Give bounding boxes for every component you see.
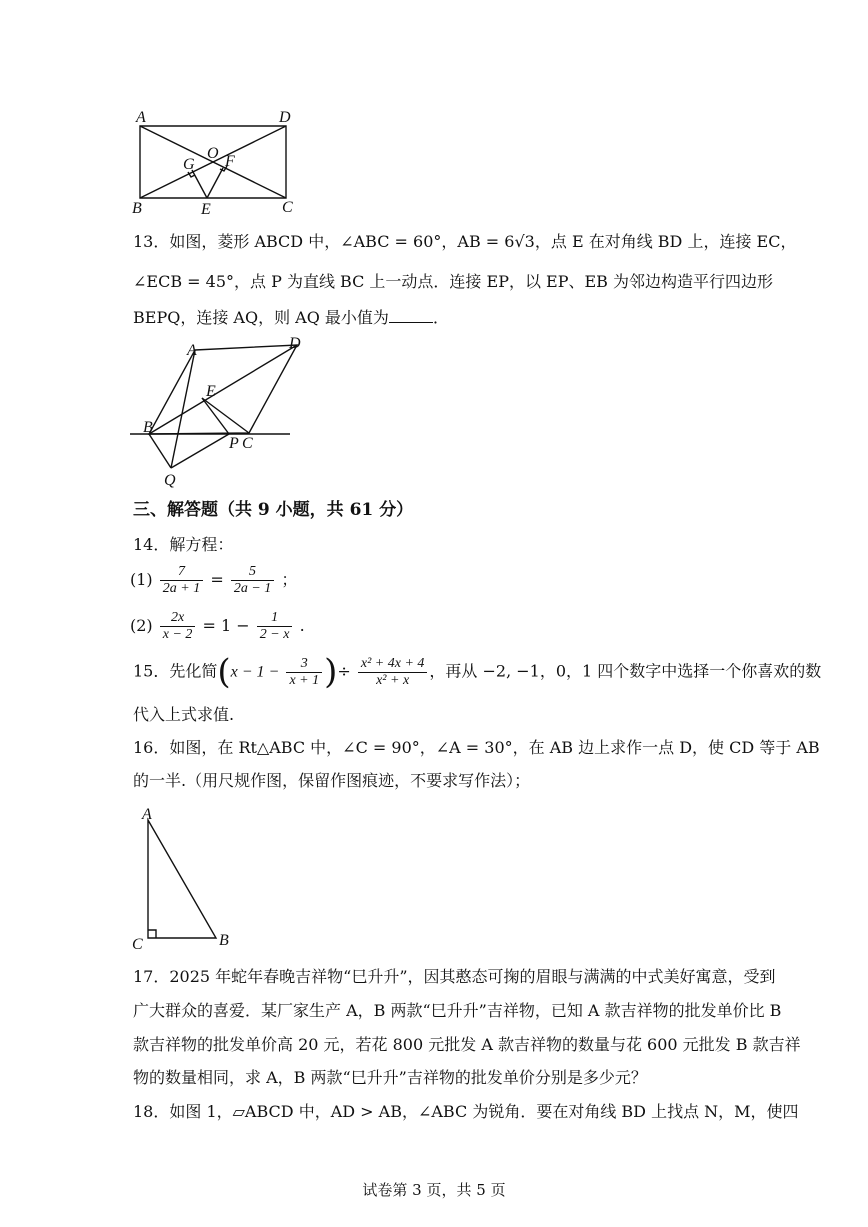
segment-ge <box>192 170 207 198</box>
label-b: B <box>219 932 229 949</box>
figure-rectangle <box>128 108 308 218</box>
denominator: x² + x <box>376 672 410 688</box>
right-paren: ) <box>324 652 338 692</box>
numerator: x² + 4x + 4 <box>358 656 428 673</box>
q17-line3: 款吉祥物的批发单价高 20 元，若花 800 元批发 A 款吉祥物的数量与花 600 元批发 B 款吉祥 <box>133 1035 801 1054</box>
segment-pq <box>171 434 229 468</box>
q15-prefix: 15．先化简 <box>133 661 218 681</box>
right-angle-c <box>148 930 156 938</box>
numerator: 3 <box>286 656 322 673</box>
label-c: C <box>132 936 143 953</box>
q14-p2-label: (2) <box>130 616 153 635</box>
q13-line3-text: BEPQ，连接 AQ，则 AQ 最小值为 <box>133 308 389 327</box>
punctuation: ； <box>281 570 298 589</box>
label-f: F <box>225 153 235 170</box>
label-p: P <box>229 435 239 452</box>
diagonal-bd <box>149 345 297 434</box>
denominator: x + 1 <box>289 672 320 688</box>
numerator: 1 <box>257 610 293 627</box>
segment-bq <box>149 434 171 468</box>
label-b: B <box>132 200 142 217</box>
q16-line2: 的一半.（用尺规作图，保留作图痕迹，不要求写作法）； <box>133 771 531 790</box>
label-o: O <box>207 145 219 162</box>
segment-ec <box>202 398 249 433</box>
q14-p1-frac1 <box>160 564 203 597</box>
label-a: A <box>187 342 197 359</box>
label-c: C <box>242 435 253 452</box>
denominator: 2a + 1 <box>162 581 201 596</box>
triangle-abc <box>148 820 216 938</box>
q15-line1 <box>133 652 822 692</box>
q14-p2-frac2 <box>257 610 293 643</box>
label-c: C <box>282 199 293 216</box>
q17-line1: 17．2025 年蛇年春晚吉祥物“巳升升”，因其憨态可掬的眉眼与满满的中式美好寓意，受到 <box>133 967 776 986</box>
q14-stem: 14．解方程： <box>133 535 234 554</box>
answer-blank <box>389 308 433 323</box>
label-a: A <box>142 806 152 823</box>
q14-part2 <box>130 610 305 643</box>
q13-line3 <box>133 308 449 328</box>
q14-p2-frac1 <box>160 610 196 643</box>
label-q: Q <box>164 472 176 489</box>
segment-fe <box>207 168 223 198</box>
equals-sign: = <box>210 570 224 589</box>
q13-line1: 13．如图，菱形 ABCD 中，∠ABC = 60°，AB = 6√3，点 E 在对角线 BD 上，连接 EC， <box>133 232 797 251</box>
denominator: x − 2 <box>162 627 193 642</box>
q15-inner: x − 1 − <box>230 663 280 681</box>
label-e: E <box>201 201 211 218</box>
figure-rhombus <box>128 335 301 489</box>
punctuation: . <box>299 616 305 635</box>
q15-line2: 代入上式求值. <box>133 705 235 724</box>
label-a: A <box>136 109 146 126</box>
numerator: 7 <box>160 564 203 581</box>
label-g: G <box>183 156 195 173</box>
denominator: 2 − x <box>259 627 290 642</box>
label-b: B <box>143 419 153 436</box>
label-e: E <box>206 383 216 400</box>
q17-line2: 广大群众的喜爱．某厂家生产 A，B 两款“巳升升”吉祥物，已知 A 款吉祥物的批发单价比 B <box>133 1001 782 1020</box>
q13-line2: ∠ECB = 45°，点 P 为直线 BC 上一动点．连接 EP，以 EP、EB 为邻边构造平行四边形 <box>133 272 774 291</box>
label-d: D <box>279 109 291 126</box>
label-d: D <box>289 335 301 352</box>
page-footer: 试卷第 3 页，共 5 页 <box>362 1181 506 1199</box>
section-heading: 三、解答题（共 9 小题，共 61 分） <box>133 500 414 520</box>
q16-line1: 16．如图，在 Rt△ABC 中，∠C = 90°，∠A = 30°，在 AB 边上求作一点 D，使 CD 等于 AB <box>133 738 820 757</box>
q13-line3-end: ． <box>432 308 449 327</box>
divide-sign: ÷ <box>337 661 351 681</box>
q15-frac1 <box>286 656 322 689</box>
figure-triangle <box>128 803 240 953</box>
equals-sign: = 1 − <box>202 616 250 635</box>
denominator: 2a − 1 <box>233 581 272 596</box>
q18-line1: 18．如图 1，▱ABCD 中，AD > AB，∠ABC 为锐角．要在对角线 BD 上找点 N，M，使四 <box>133 1102 799 1121</box>
q14-part1 <box>130 564 297 597</box>
segment-ep <box>202 398 229 434</box>
q14-p1-frac2 <box>231 564 274 597</box>
q14-p1-label: (1) <box>130 570 153 589</box>
q15-frac2 <box>358 656 428 689</box>
q15-suffix: ，再从 −2, −1，0，1 四个数字中选择一个你喜欢的数 <box>429 661 822 681</box>
numerator: 2x <box>160 610 196 627</box>
q17-line4: 物的数量相同，求 A，B 两款“巳升升”吉祥物的批发单价分别是多少元？ <box>133 1068 647 1087</box>
numerator: 5 <box>231 564 274 581</box>
left-paren: ( <box>217 652 231 692</box>
